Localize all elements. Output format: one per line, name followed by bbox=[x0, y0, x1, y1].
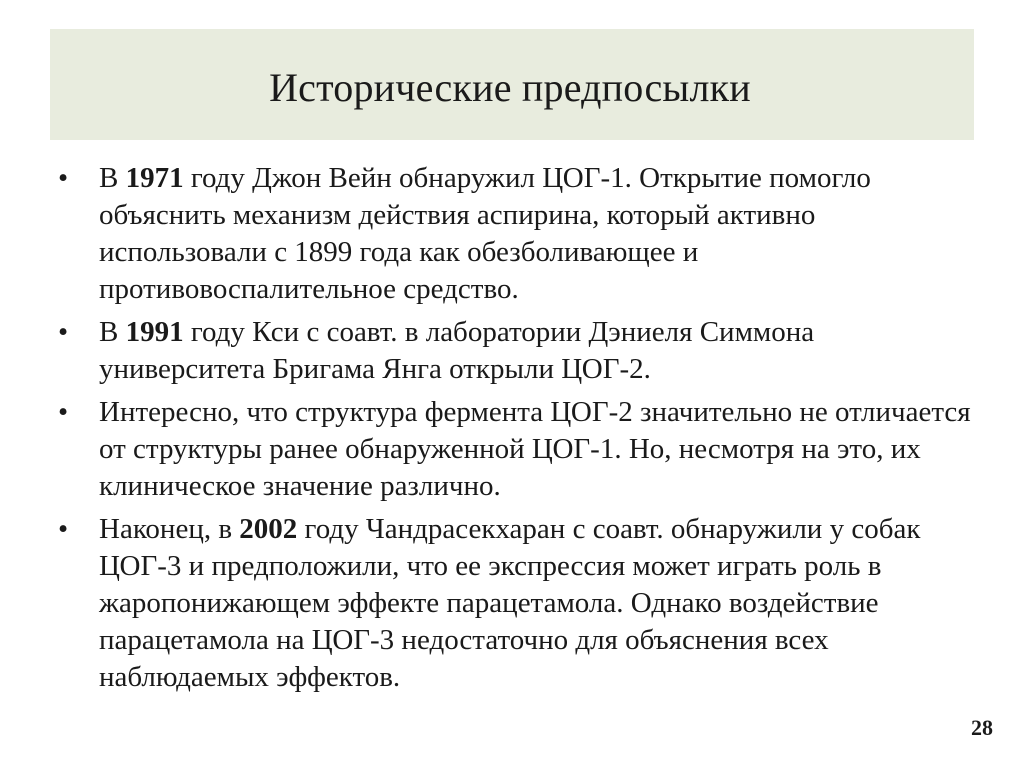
bullet-marker: • bbox=[58, 396, 69, 428]
bullet-year: 1971 bbox=[125, 162, 184, 194]
bullet-item-structure bbox=[58, 394, 978, 505]
bullet-marker: • bbox=[58, 162, 69, 194]
bullet-list bbox=[58, 160, 978, 702]
slide-title: Исторические предпосылки bbox=[269, 64, 751, 110]
bullet-year: 1991 bbox=[125, 316, 184, 348]
bullet-prefix: В bbox=[99, 316, 126, 348]
bullet-prefix: В bbox=[99, 162, 126, 194]
bullet-marker: • bbox=[58, 316, 69, 348]
bullet-marker: • bbox=[58, 513, 69, 545]
bullet-item-1971 bbox=[58, 160, 978, 308]
bullet-text: году Кси с соавт. в лаборатории Дэниеля Симмона университета Бригама Янга открыли ЦОГ-2. bbox=[99, 316, 815, 385]
bullet-text: Интересно, что структура фермента ЦОГ-2 значительно не отличается от структуры ранее обнаруженной ЦОГ-1. Но, несмотря на это, их клиническое значение различно. bbox=[99, 396, 971, 502]
bullet-text: году Чандрасекхаран с соавт. обнаружили у собак ЦОГ-3 и предположили, что ее экспрессия может играть роль в жаропонижающем эффекте парацетамола. Однако воздействие парацетамола на ЦОГ-3 недостаточно для объяснения всех наблюдаемых эффектов. bbox=[99, 513, 921, 693]
bullet-year: 2002 bbox=[239, 513, 298, 545]
bullet-item-2002 bbox=[58, 511, 978, 696]
title-band bbox=[50, 29, 974, 140]
page-number: 28 bbox=[971, 715, 993, 740]
bullet-item-1991 bbox=[58, 314, 978, 388]
bullet-text: году Джон Вейн обнаружил ЦОГ-1. Открытие помогло объяснить механизм действия аспирина, который активно использовали с 1899 года как обезболивающее и противовоспалительное средство. bbox=[99, 162, 871, 305]
bullet-prefix: Наконец, в bbox=[99, 513, 240, 545]
